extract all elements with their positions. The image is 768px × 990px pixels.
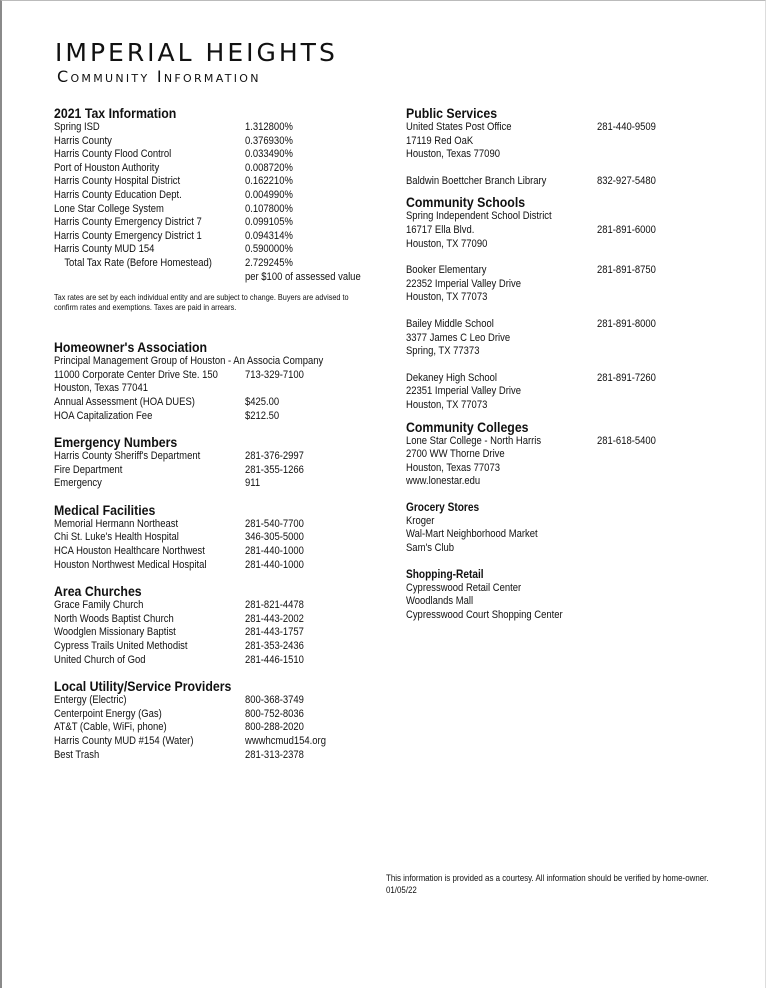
post-office-address: 17119 Red OaK [406,134,474,147]
tax-row: Harris County 0.376930% [54,134,293,147]
tax-note: Tax rates are set by each individual entity and are subject to change. Buyers are advised to confirm rates and exemptions. Taxes are paid in arrears. [54,292,349,313]
grocery-heading: Grocery Stores [406,501,480,514]
public-services-heading: Public Services [406,105,498,121]
churches-heading: Area Churches [54,583,142,600]
medical-row: Houston Northwest Medical Hospital 281-440-1000 [54,558,304,571]
utility-row: Best Trash 281-313-2378 [54,748,304,761]
tax-per-row: per $100 of assessed value [245,270,361,283]
dekaney-address: 22351 Imperial Valley Drive [406,385,521,398]
booker-row: Booker Elementary 281-891-8750 [406,264,656,277]
list-item: Wal-Mart Neighborhood Market [406,528,538,541]
tax-row: Port of Houston Authority 0.008720% [54,161,293,174]
tax-row: Harris County Emergency District 7 0.099105% [54,216,293,229]
medical-row: HCA Houston Healthcare Northwest 281-440-1000 [54,545,304,558]
list-item: Sam's Club [406,542,455,555]
utility-row: Entergy (Electric) 800-368-3749 [54,694,304,707]
page-subtitle: Community Information [57,67,261,86]
booker-city: Houston, TX 77073 [406,291,488,304]
shopping-heading: Shopping-Retail [406,568,484,581]
hoa-city: Houston, Texas 77041 [54,382,148,395]
church-row: United Church of God 281-446-1510 [54,653,304,666]
church-row: North Woods Baptist Church 281-443-2002 [54,612,304,625]
tax-row: Spring ISD 1.312800% [54,121,293,133]
page-title: IMPERIAL HEIGHTS [55,38,338,67]
tax-row: Harris County Education Dept. 0.004990% [54,188,293,201]
schools-heading: Community Schools [406,194,526,211]
hoa-company: Principal Management Group of Houston - An Associa Company [54,355,324,368]
list-item: Woodlands Mall [406,595,474,608]
colleges-heading: Community Colleges [406,418,529,435]
tax-total-row: Total Tax Rate (Before Homestead) 2.729245% [64,256,293,269]
bailey-row: Bailey Middle School 281-891-8000 [406,317,656,330]
hoa-heading: Homeowner's Association [54,339,208,356]
hoa-address-row: 11000 Corporate Center Drive Ste. 150 713-329-7100 [54,368,304,381]
college-website[interactable]: www.lonestar.edu [406,475,481,488]
bailey-city: Spring, TX 77373 [406,345,480,358]
list-item: Kroger [406,514,435,527]
emergency-row: Fire Department 281-355-1266 [54,463,304,476]
tax-list [54,121,384,284]
hoa-row: Annual Assessment (HOA DUES) $425.00 [54,395,280,408]
emergency-row: Harris County Sheriff's Department 281-376-2997 [54,450,304,463]
tax-heading: 2021 Tax Information [54,105,177,121]
utility-row: Harris County MUD #154 (Water) wwwhcmud154.org [54,735,326,747]
left-column [54,105,384,762]
bailey-address: 3377 James C Leo Drive [406,331,511,344]
district-address-row: 16717 Ella Blvd. 281-891-6000 [406,223,656,236]
tax-row: Harris County Flood Control 0.033490% [54,148,293,161]
tax-row: Harris County Hospital District 0.162210% [54,175,293,188]
right-column [406,105,726,622]
tax-row: Harris County Emergency District 1 0.094314% [54,229,293,242]
emergency-row: Emergency 911 [54,477,261,490]
booker-address: 22352 Imperial Valley Drive [406,277,521,290]
church-row: Grace Family Church 281-821-4478 [54,599,304,612]
dekaney-city: Houston, TX 77073 [406,398,488,411]
tax-row: Harris County MUD 154 0.590000% [54,243,293,256]
footer-disclaimer: This information is provided as a courtesy. All information should be verified by home-owner. 01/05/22 [386,873,709,895]
hoa-row: HOA Capitalization Fee $212.50 [54,409,280,422]
dekaney-row: Dekaney High School 281-891-7260 [406,371,656,384]
list-item: Cypresswood Retail Center [406,581,522,594]
medical-row: Chi St. Luke's Health Hospital 346-305-5000 [54,531,304,544]
college-row: Lone Star College - North Harris 281-618-5400 [406,434,656,447]
post-office-city: Houston, Texas 77090 [406,148,500,161]
emergency-heading: Emergency Numbers [54,434,178,451]
district-name: Spring Independent School District [406,210,552,223]
list-item: Cypresswood Court Shopping Center [406,608,563,621]
utility-row: Centerpoint Energy (Gas) 800-752-8036 [54,707,304,720]
church-row: Cypress Trails United Methodist 281-353-2436 [54,640,304,653]
utility-heading: Local Utility/Service Providers [54,678,232,695]
utility-row: AT&T (Cable, WiFi, phone) 800-288-2020 [54,721,304,734]
college-city: Houston, Texas 77073 [406,461,500,474]
medical-heading: Medical Facilities [54,501,156,518]
post-office-row: United States Post Office 281-440-9509 [406,121,656,133]
medical-row: Memorial Hermann Northeast 281-540-7700 [54,517,304,530]
tax-row: Lone Star College System 0.107800% [54,202,293,215]
district-city: Houston, TX 77090 [406,237,488,250]
library-row: Baldwin Boettcher Branch Library 832-927-5480 [406,174,656,187]
church-row: Woodglen Missionary Baptist 281-443-1757 [54,626,304,639]
college-address: 2700 WW Thorne Drive [406,448,505,461]
